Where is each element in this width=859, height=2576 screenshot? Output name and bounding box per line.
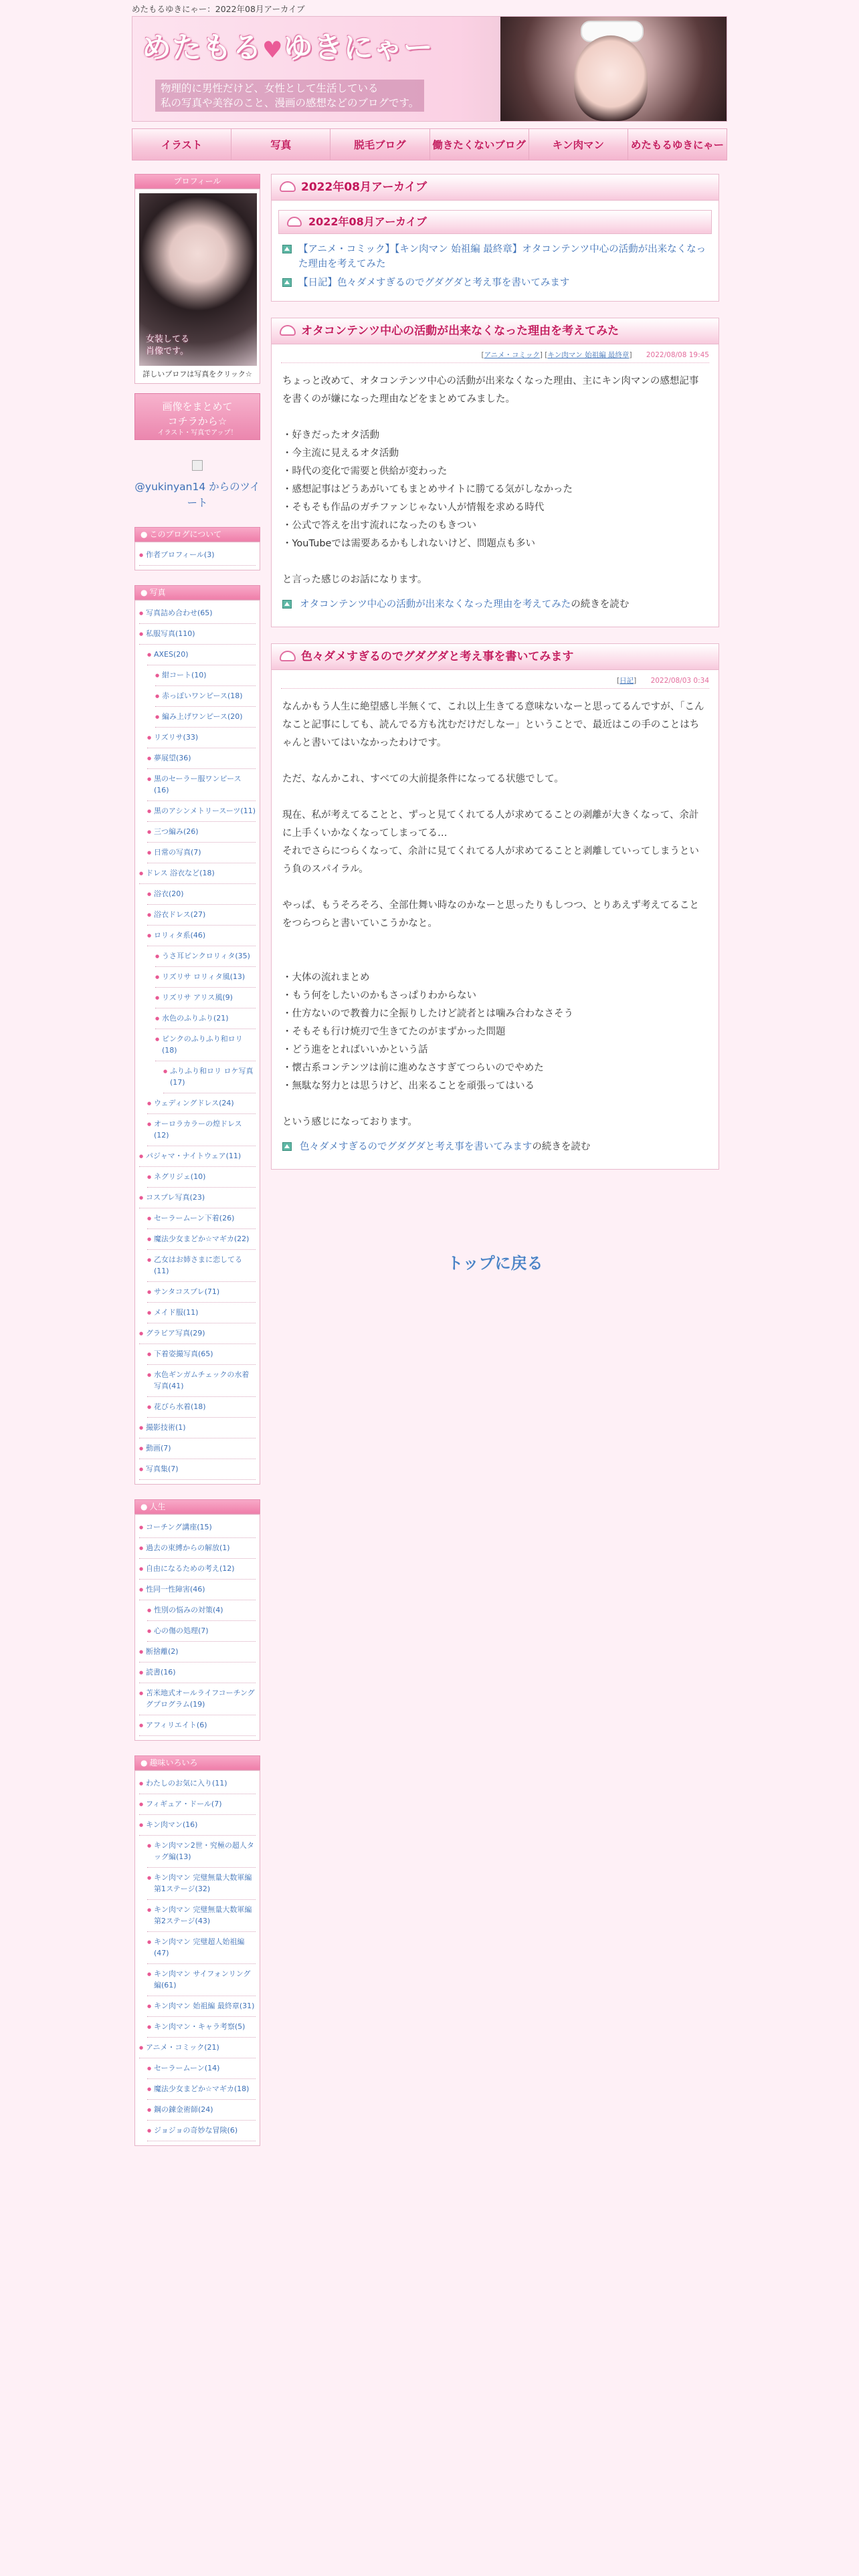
- hobby-category-item[interactable]: ● キン肉マン 完璧無量大数軍編 第2ステージ(43): [147, 1900, 256, 1932]
- entry-title-label[interactable]: 色々ダメすぎるのでグダグダと考え事を書いてみます: [301, 650, 574, 663]
- life-heading: [134, 1499, 260, 1514]
- hobby-category-item[interactable]: ● セーラームーン(14): [147, 2058, 256, 2079]
- photo-category-item[interactable]: ● メイド服(11): [147, 1303, 256, 1323]
- entry: [271, 318, 719, 627]
- page: [132, 0, 727, 2576]
- photo-category-item[interactable]: ● ピンクのふりふり和ロリ(18): [155, 1029, 256, 1061]
- photo-category-item[interactable]: ● 紺コート(10): [155, 665, 256, 686]
- entry-tag[interactable]: キン肉マン 始祖編 最終章: [547, 351, 630, 359]
- life-category-item[interactable]: ● 過去の束縛からの解放(1): [139, 1538, 256, 1559]
- life-category-item[interactable]: ● 自由になるための考え(12): [139, 1559, 256, 1580]
- archive-item-link[interactable]: 【アニメ・コミック】【キン肉マン 始祖編 最終章】オタコンテンツ中心の活動が出来なくなった理由を考えてみた: [298, 244, 706, 270]
- photo-category-list: [134, 600, 260, 1485]
- photo-category-item[interactable]: ● ロリィタ系(46): [147, 926, 256, 946]
- site-description-line2: 私の写真や美容のこと、漫画の感想などのブログです。: [161, 97, 419, 109]
- photo-category-item[interactable]: ● 黒のセーラー服ワンピース(16): [147, 769, 256, 801]
- blog-about-item[interactable]: ● 作者プロフィール(3): [139, 545, 256, 566]
- life-category-item[interactable]: ● 断捨離(2): [139, 1642, 256, 1662]
- photo-category-item[interactable]: ● 夢展望(36): [147, 748, 256, 769]
- logo-text-right: ゆきにゃー: [283, 31, 434, 65]
- site-description-line1: 物理的に男性だけど、女性として生活している: [161, 82, 379, 94]
- profile-caption-line1: 女装してる: [146, 334, 190, 344]
- sidebar: [134, 174, 260, 2161]
- photo-category-item[interactable]: ● 水色ギンガムチェックの水着写真(41): [147, 1365, 256, 1397]
- life-category-item[interactable]: ● 性別の悩みの対策(4): [147, 1600, 256, 1621]
- nav-illust[interactable]: イラスト: [132, 128, 231, 160]
- profile-photo[interactable]: [139, 193, 257, 366]
- photo-heading: [134, 585, 260, 600]
- read-more-link[interactable]: 色々ダメすぎるのでグダグダと考え事を書いてみます: [300, 1142, 533, 1152]
- blog-about-heading-label: このブログについて: [149, 530, 222, 539]
- photo-category-item[interactable]: ● リズリサ アリス風(9): [155, 988, 256, 1008]
- hobby-category-item[interactable]: ● キン肉マン(16): [139, 1815, 256, 1836]
- photo-category-item[interactable]: ● 私服写真(110): [139, 624, 256, 645]
- hobby-category-item[interactable]: ● ジョジョの奇妙な冒険(6): [147, 2121, 256, 2141]
- banner-line1: 画像をまとめて: [162, 401, 233, 413]
- hobby-category-item[interactable]: ● キン肉マン 始祖編 最終章(31): [147, 1996, 256, 2017]
- archive-title-label: 2022年08月アーカイブ: [301, 181, 427, 194]
- archive-subtitle: [278, 210, 712, 234]
- profile-link[interactable]: 詳しいプロフは写真をクリック☆: [142, 370, 252, 379]
- photo-category-item[interactable]: ● 下着姿撮写真(65): [147, 1344, 256, 1365]
- hobby-category-item[interactable]: ● キン肉マン・キャラ考察(5): [147, 2017, 256, 2038]
- entry-title[interactable]: [272, 644, 719, 670]
- photo-category-item[interactable]: ● 三つ編み(26): [147, 822, 256, 843]
- hobby-category-item[interactable]: ● わたしのお気に入り(11): [139, 1774, 256, 1794]
- profile-photo-caption: [146, 334, 189, 358]
- photo-category-item[interactable]: ● コスプレ写真(23): [139, 1188, 256, 1208]
- hobby-category-item[interactable]: ● 鋼の錬金術師(24): [147, 2100, 256, 2121]
- profile-caption-line2: 肖像です。: [146, 346, 189, 356]
- entry-date: 2022/08/08 19:45: [646, 351, 709, 359]
- photo-category-item[interactable]: ● 動画(7): [139, 1438, 256, 1459]
- photo-category-item[interactable]: ● 水色のふりふり(21): [155, 1008, 256, 1029]
- photo-category-item[interactable]: ● 乙女はお姉さまに恋してる(11): [147, 1250, 256, 1282]
- photo-category-item[interactable]: ● サンタコスプレ(71): [147, 1282, 256, 1303]
- back-to-top-link[interactable]: トップに戻る: [447, 1254, 543, 1273]
- nav-hair-removal-blog[interactable]: 脱毛ブログ: [330, 128, 430, 160]
- site-logo[interactable]: [142, 23, 434, 66]
- site-header[interactable]: [132, 16, 727, 122]
- entry-title[interactable]: [272, 318, 719, 344]
- banner-line3: イラスト・写真でアップ！: [157, 429, 237, 437]
- photo-category-item[interactable]: ● リズリサ ロリィタ風(13): [155, 967, 256, 988]
- entry-body: ちょっと改めて、オタコンテンツ中心の活動が出来なくなった理由、主にキン肉マンの感想記事を書くのが嫌になった理由などをまとめてみました。 ・好きだったオタ活動 ・今主流に見えるオタ活動 ・時代の変化で需要と供給が変わった ・感想記事はどうあがいてもまとめサイトに勝てる気がしなかった ・そもそも作品のガチファンじゃない人が情報を求める時代 ・公式で答えを出す流れになったのもきつい ・YouTubeでは需要あるかもしれないけど、問題点も多い と言った感じのお話になります。: [282, 376, 699, 585]
- header-photo: [500, 17, 727, 121]
- entry-body: なんかもう人生に絶望感し半無くて、これ以上生きてる意味ないなーと思ってるんですが、「こんなこと記事にしても、読んでる方も沈むだけだしなー」ということで、最近はこの手のことはちゃんと書いてはいなかったわけです。 ただ、なんかこれ、すべての大前提条件になってる状態でして。 現在、私が考えてることと、ずっと見てくれてる人が求めてることの剥離が大きくなって、余計に上手くいかなくなってしまってる… それでさらにつらくなって、余計に見てくれてる人が求めてることと剥離していってしまうという負のスパイラル。 やっぱ、もうそろそろ、全部仕舞い時なのかなーと思ったりもしつつ、とりあえず考えてることをつらつらと書いていこうかなと。 ・大体の流れまとめ ・もう何をしたいのかもさっぱりわからない ・仕方ないので教養力に全振りしたけど読者とは噛み合わなさそう ・そもそも行け焼刃で生きてたのがまずかった問題 ・どう進をとればいいかという話 ・懐古系コンテンツは前に進めなさすぎてつらいのでやめた ・無駄な努力とは思うけど、出来ることを頑張ってはいる という感じになっております。: [282, 702, 704, 1128]
- photo-category-item[interactable]: ● 浴衣ドレス(27): [147, 905, 256, 926]
- life-category-item[interactable]: ● 苫米地式オールライフコーチンググプログラム(19): [139, 1683, 256, 1715]
- archive-subtitle-label: 2022年08月アーカイブ: [308, 215, 427, 228]
- photo-category-item[interactable]: ● 写真詰め合わせ(65): [139, 603, 256, 624]
- read-more: [272, 1136, 719, 1169]
- photo-category-item[interactable]: ● 日常の写真(7): [147, 843, 256, 863]
- photo-category-item[interactable]: ● うさ耳ピンクロリィタ(35): [155, 946, 256, 967]
- read-more-suffix: の続きを読む: [571, 599, 630, 610]
- tweets-link[interactable]: @yukinyan14 からのツイート: [134, 481, 260, 509]
- entry-title-label[interactable]: オタコンテンツ中心の活動が出来なくなった理由を考えてみた: [301, 324, 619, 338]
- arrow-up-icon: [282, 1142, 292, 1151]
- nav-metamoru[interactable]: めたもるゆきにゃー: [628, 128, 727, 160]
- bullet-icon: ●: [140, 588, 148, 597]
- blog-about-list: [134, 542, 260, 570]
- archive-item-link[interactable]: 【日記】色々ダメすぎるのでグダグダと考え事を書いてみます: [298, 278, 570, 288]
- bullet-icon: ●: [140, 530, 148, 539]
- photo-category-item[interactable]: ● ウェディングドレス(24): [147, 1093, 256, 1114]
- entry-meta: [アニメ・コミック] [キン肉マン 始祖編 最終章] 2022/08/08 19:45: [481, 351, 709, 359]
- life-category-item[interactable]: ● 心の傷の処理(7): [147, 1621, 256, 1642]
- life-category-item[interactable]: ● コーチング講座(15): [139, 1517, 256, 1538]
- hobby-category-item[interactable]: ● キン肉マン サイフォンリング編(61): [147, 1964, 256, 1996]
- bullet-icon: ●: [140, 1502, 148, 1511]
- life-heading-label: 人生: [149, 1502, 166, 1511]
- entry: [271, 643, 719, 1170]
- photo-category-item[interactable]: ● 写真集(7): [139, 1459, 256, 1480]
- photo-category-item[interactable]: ● オーロラカラーの煌ドレス(12): [147, 1114, 256, 1146]
- banner-line2: コチラから☆: [167, 415, 227, 427]
- photo-category-item[interactable]: ● 魔法少女まどか☆マギカ(22): [147, 1229, 256, 1250]
- photo-category-item[interactable]: ● 撮影技術(1): [139, 1418, 256, 1438]
- life-category-item[interactable]: ● 読書(16): [139, 1662, 256, 1683]
- photo-category-item[interactable]: ● 浴衣(20): [147, 884, 256, 905]
- hobby-category-item[interactable]: ● 魔法少女まどか☆マギカ(18): [147, 2079, 256, 2100]
- broken-image-icon: [192, 460, 203, 471]
- arrow-up-icon: [282, 278, 292, 287]
- main-content: [271, 174, 719, 1273]
- photo-category-item[interactable]: ● セーラームーン下着(26): [147, 1208, 256, 1229]
- photo-category-item[interactable]: ● ネグリジェ(10): [147, 1167, 256, 1188]
- photo-category-item[interactable]: ● パジャマ・ナイトウェア(11): [139, 1146, 256, 1167]
- photo-category-item[interactable]: ● ふりふり和ロリ ロケ写真(17): [163, 1061, 256, 1093]
- global-nav: [132, 128, 727, 160]
- hobby-category-item[interactable]: ● アニメ・コミック(21): [139, 2038, 256, 2058]
- read-more-suffix: の続きを読む: [532, 1142, 591, 1152]
- archive-title: [272, 175, 719, 201]
- photo-category-item[interactable]: ● ドレス 浴衣など(18): [139, 863, 256, 884]
- portrait-image: [574, 35, 648, 121]
- read-more-link[interactable]: オタコンテンツ中心の活動が出来なくなった理由を考えてみた: [300, 599, 571, 610]
- nav-kinnikuman[interactable]: キン肉マン: [529, 128, 628, 160]
- archive-item[interactable]: [281, 276, 709, 290]
- hobby-heading-label: 趣味いろいろ: [149, 1758, 198, 1767]
- entry-date: 2022/08/03 0:34: [650, 677, 709, 685]
- photo-category-item[interactable]: ● リズリサ(33): [147, 728, 256, 748]
- archive-box: [271, 174, 719, 302]
- nav-no-work-blog[interactable]: 働きたくないブログ: [430, 128, 529, 160]
- archive-list: [272, 234, 719, 301]
- image-banner[interactable]: [134, 393, 260, 440]
- photo-heading-label: 写真: [149, 588, 166, 597]
- hobby-category-item[interactable]: ● フィギュア・ドール(7): [139, 1794, 256, 1815]
- hobby-category-list: [134, 1770, 260, 2146]
- hobby-category-item[interactable]: ● キン肉マン2世・究極の超人タッグ編(13): [147, 1836, 256, 1868]
- blog-about-heading: [134, 527, 260, 542]
- logo-text-left: めたもる: [142, 31, 262, 65]
- entry-meta: [日記] 2022/08/03 0:34: [617, 677, 709, 685]
- life-category-item[interactable]: ● 性同一性障害(46): [139, 1580, 256, 1600]
- photo-category-item[interactable]: ● 赤っぽいワンピース(18): [155, 686, 256, 707]
- profile-box: [134, 189, 260, 384]
- site-description: [155, 80, 424, 112]
- photo-category-item[interactable]: ● 花びら水着(18): [147, 1397, 256, 1418]
- heading-icon: [287, 217, 302, 227]
- photo-category-item[interactable]: ● 黒のアシンメトリースーツ(11): [147, 801, 256, 822]
- heading-icon: [280, 325, 296, 336]
- nav-photo[interactable]: 写真: [231, 128, 330, 160]
- profile-heading: プロフィール: [134, 174, 260, 189]
- photo-category-item[interactable]: ● AXES(20): [147, 645, 256, 665]
- hobby-category-item[interactable]: ● キン肉マン 完璧超人始祖編(47): [147, 1932, 256, 1964]
- bullet-icon: ●: [140, 1758, 148, 1767]
- entry-tag[interactable]: 日記: [619, 677, 634, 685]
- heading-icon: [280, 181, 296, 192]
- arrow-up-icon: [282, 600, 292, 609]
- heading-icon: [280, 651, 296, 661]
- heart-icon: ♥: [262, 37, 284, 64]
- life-category-item[interactable]: ● アフィリエイト(6): [139, 1715, 256, 1736]
- life-category-list: [134, 1514, 260, 1741]
- hobby-category-item[interactable]: ● キン肉マン 完璧無量大数軍編 第1ステージ(32): [147, 1868, 256, 1900]
- page-title-line: めたもるゆきにゃー：2022年08月アーカイブ: [132, 4, 305, 14]
- entry-tag[interactable]: アニメ・コミック: [484, 351, 540, 359]
- archive-item[interactable]: [281, 242, 709, 272]
- arrow-up-icon: [282, 245, 292, 253]
- hobby-heading: [134, 1755, 260, 1770]
- photo-category-item[interactable]: ● 編み上げワンピース(20): [155, 707, 256, 728]
- photo-category-item[interactable]: ● グラビア写真(29): [139, 1323, 256, 1344]
- read-more: [272, 593, 719, 627]
